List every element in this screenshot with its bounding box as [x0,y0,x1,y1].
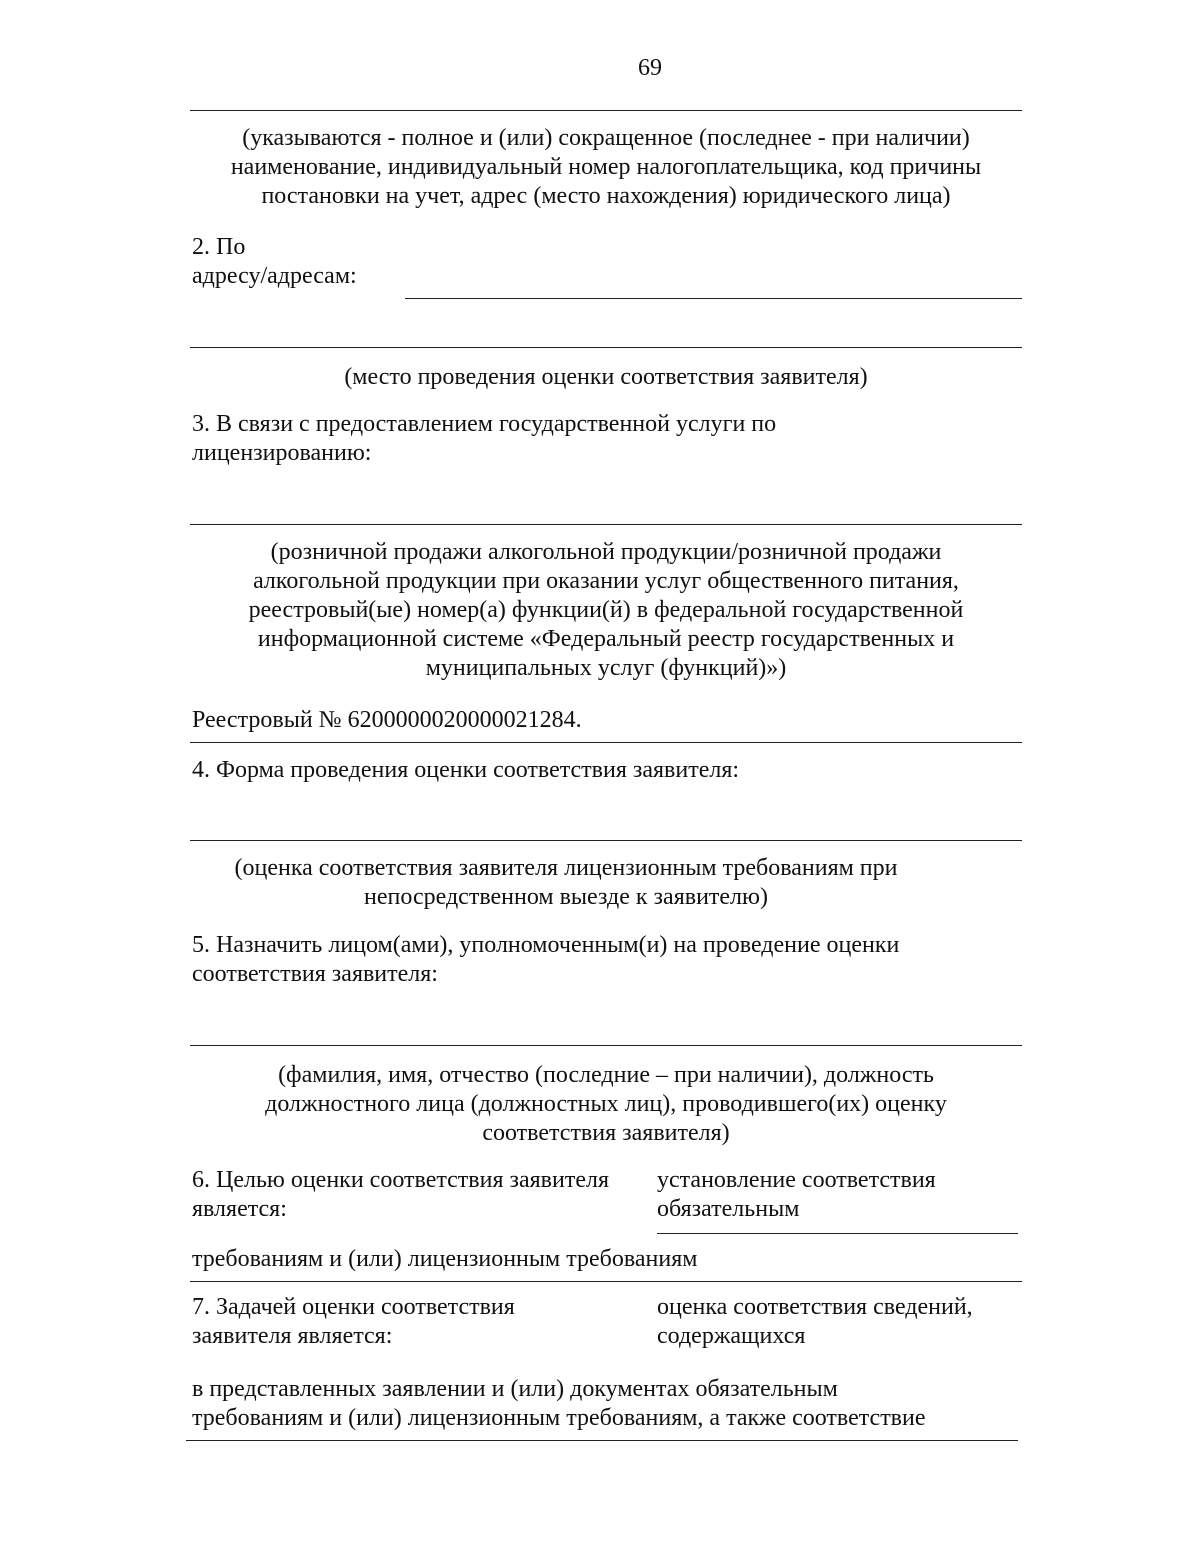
authorized-persons-fill-line [190,1045,1022,1046]
page-number: 69 [638,55,662,81]
authorized-persons-text: 5. Назначить лицом(ами), уполномоченным(и) на проведение оценки соответствия заявителя: [192,932,900,987]
task-fill-line [186,1440,1018,1441]
address-fill-line-2 [190,347,1022,348]
assessment-form-text: 4. Форма проведения оценки соответствия заявителя: [192,757,740,783]
service-fill-line [190,524,1022,525]
divider [190,742,1022,743]
purpose-continuation: требованиям и (или) лицензионным требованиям [192,1246,698,1272]
task-continuation: в представленных заявлении и (или) документах обязательным требованиям и (или) лицензионным требованиям, а также соответствие [192,1376,926,1431]
address-caption: (место проведения оценки соответствия заявителя) [344,364,868,390]
authorized-persons-caption: (фамилия, имя, отчество (последние – при наличии), должность должностного лица (должностных лиц), проводившего(их) оценку соответствия заявителя) [265,1062,947,1146]
address-fill-line [405,298,1022,299]
registry-number: Реестровый № 6200000020000021284. [192,707,582,733]
task-value: оценка соответствия сведений, содержащихся [657,1294,973,1349]
service-caption: (розничной продажи алкогольной продукции/розничной продажи алкогольной продукции при оказании услуг общественного питания, реестровый(ые) номер(а) функции(й) в федеральной государственной информационной системе «Федеральный реестр государственных и муниципальных услуг (функций)») [248,539,964,681]
task-label: 7. Задачей оценки соответствия заявителя является: [192,1294,515,1349]
purpose-label: 6. Целью оценки соответствия заявителя является: [192,1167,609,1222]
address-label-line2: адресу/адресам: [192,263,357,289]
fill-line [190,110,1022,111]
purpose-value: установление соответствия обязательным [657,1167,936,1222]
assessment-form-fill-line [190,840,1022,841]
legal-entity-caption: (указываются - полное и (или) сокращенное (последнее - при наличии) наименование, индивидуальный номер налогоплательщика, код причины постановки на учет, адрес (место нахождения) юридического лица) [230,125,982,209]
purpose-fill-line [190,1281,1022,1282]
address-label-line1: 2. По [192,234,246,260]
assessment-form-caption: (оценка соответствия заявителя лицензионным требованиям при непосредственном выезде к заявителю) [234,855,898,910]
purpose-underline [657,1233,1018,1234]
service-text: 3. В связи с предоставлением государственной услуги по лицензированию: [192,411,777,466]
